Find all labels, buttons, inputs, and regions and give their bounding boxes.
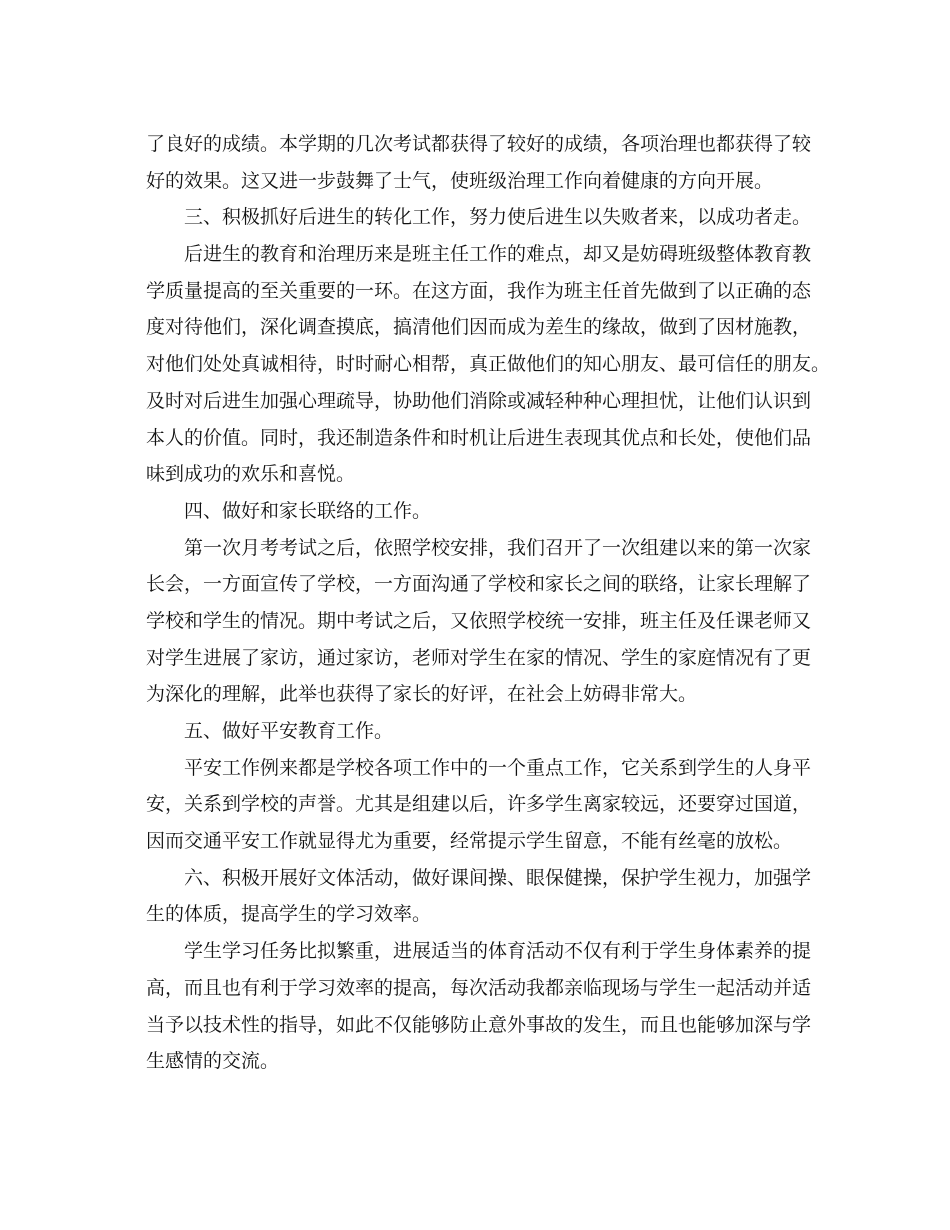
text-line-20: 因而交通平安工作就显得尤为重要，经常提示学生留意，不能有丝毫的放松。: [146, 830, 793, 853]
text-line-6: 度对待他们，深化调查摸底，搞清他们因而成为差生的缘故，做到了因材施教，: [146, 316, 812, 339]
section-heading-3: 三、积极抓好后进生的转化工作，努力使后进生以失败者来，以成功者走。: [184, 206, 812, 229]
text-line-22: 生的体质，提高学生的学习效率。: [146, 903, 432, 926]
text-line-16: 为深化的理解，此举也获得了家长的好评，在社会上妨碍非常大。: [146, 683, 698, 706]
text-line-15: 对学生进展了家访，通过家访，老师对学生在家的情况、学生的家庭情况有了更: [146, 646, 812, 669]
text-line-1: 了良好的成绩。本学期的几次考试都获得了较好的成绩，各项治理也都获得了较: [146, 133, 812, 155]
text-line-12: 第一次月考考试之后，依照学校安排，我们召开了一次组建以来的第一次家: [184, 536, 812, 559]
text-line-25: 当予以技术性的指导，如此不仅能够防止意外事故的发生，而且也能够加深与学: [146, 1013, 812, 1036]
document-body: [146, 126, 831, 1080]
text-line-19: 安，关系到学校的声誉。尤其是组建以后，许多学生离家较远，还要穿过国道，: [146, 793, 812, 816]
text-line-24: 高，而且也有利于学习效率的提高，每次活动我都亲临现场与学生一起活动并适: [146, 976, 812, 999]
text-line-5: 学质量提高的至关重要的一环。在这方面，我作为班主任首先做到了以正确的态: [146, 279, 812, 302]
section-heading-6: 六、积极开展好文体活动，做好课间操、眼保健操，保护学生视力，加强学: [184, 866, 812, 889]
section-heading-4: 四、做好和家长联络的工作。: [184, 499, 432, 522]
text-line-26: 生感情的交流。: [146, 1050, 280, 1073]
text-line-4: 后进生的教育和治理历来是班主任工作的难点，却又是妨碍班级整体教育教: [184, 243, 812, 266]
text-line-2: 好的效果。这又进一步鼓舞了士气，使班级治理工作向着健康的方向开展。: [146, 169, 774, 192]
text-line-8: 及时对后进生加强心理疏导，协助他们消除或减轻种种心理担忧，让他们认识到: [146, 389, 812, 412]
text-line-13: 长会，一方面宣传了学校，一方面沟通了学校和家长之间的联络，让家长理解了: [146, 573, 812, 596]
text-line-18: 平安工作例来都是学校各项工作中的一个重点工作，它关系到学生的人身平: [184, 756, 812, 779]
text-line-9: 本人的价值。同时，我还制造条件和时机让后进生表现其优点和长处，使他们品: [146, 426, 812, 449]
section-heading-5: 五、做好平安教育工作。: [184, 720, 394, 742]
text-line-14: 学校和学生的情况。期中考试之后，又依照学校统一安排，班主任及任课老师又: [146, 609, 812, 632]
text-line-10: 味到成功的欢乐和喜悦。: [146, 463, 356, 486]
text-line-7: 对他们处处真诚相待，时时耐心相帮，真正做他们的知心朋友、最可信任的朋友。: [146, 353, 831, 376]
text-line-23: 学生学习任务比拟繁重，进展适当的体育活动不仅有利于学生身体素养的提: [184, 940, 812, 963]
